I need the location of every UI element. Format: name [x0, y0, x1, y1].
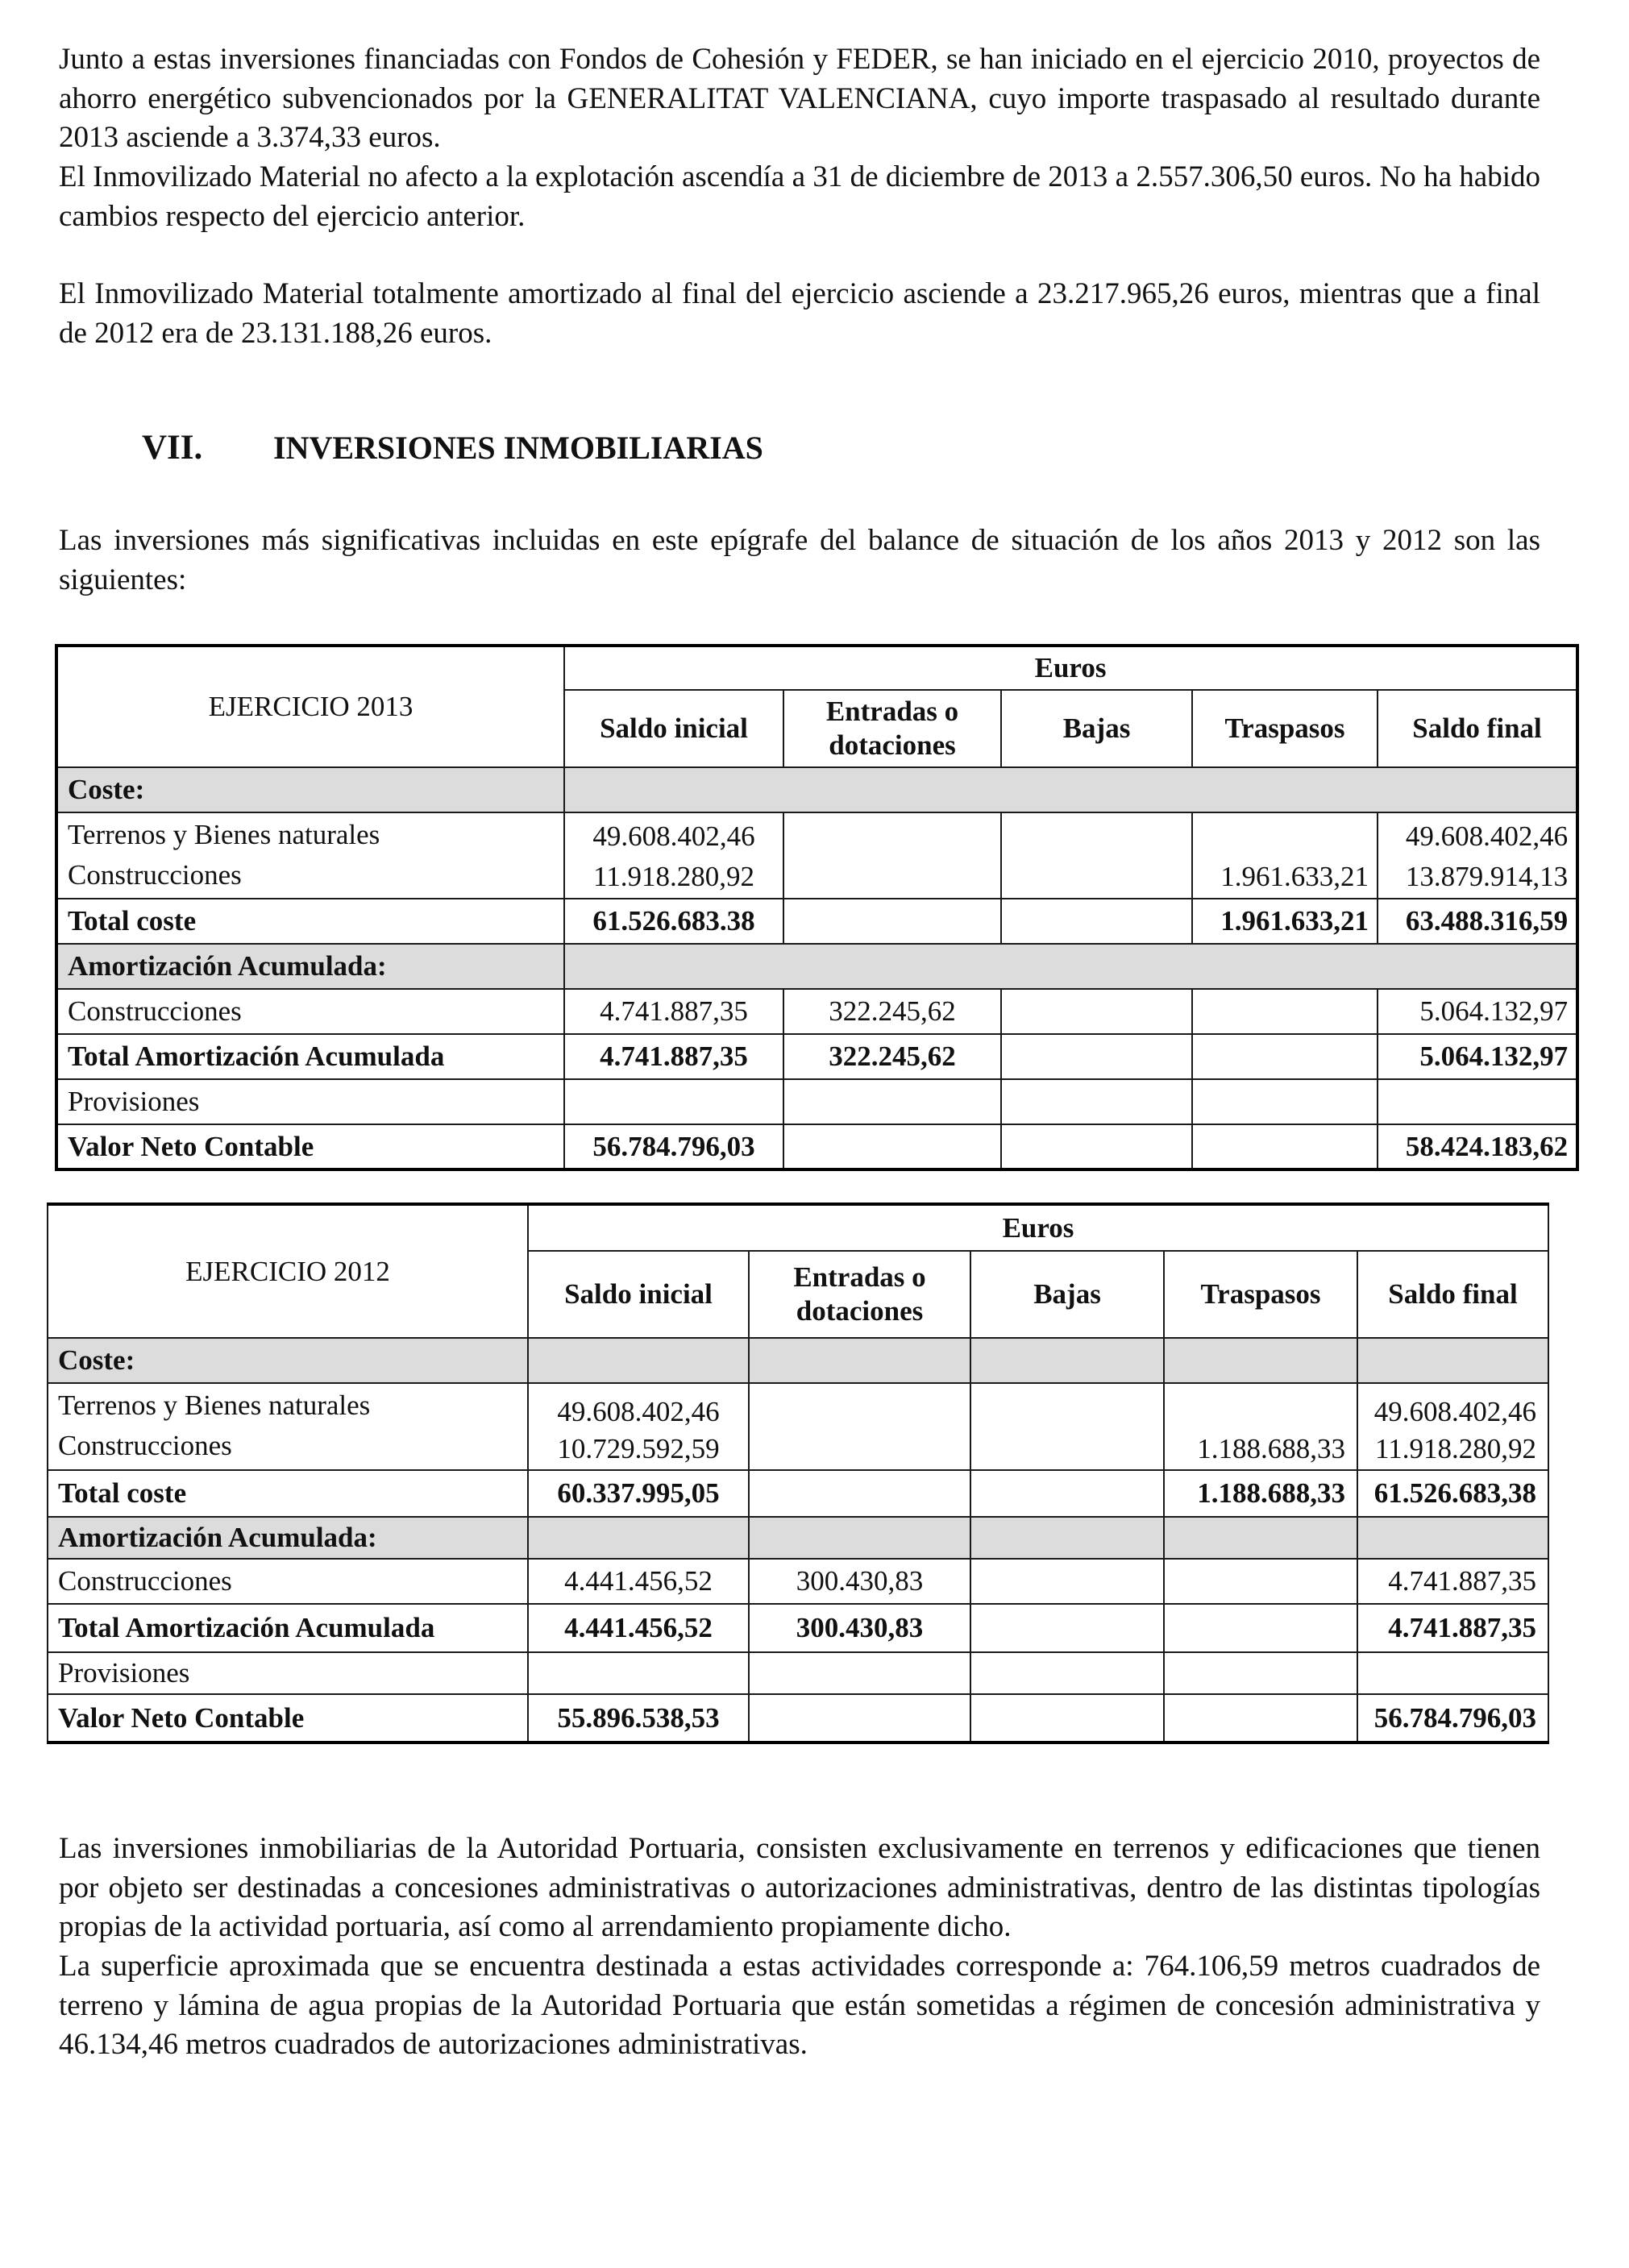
- row-label: Construcciones: [68, 859, 242, 891]
- table-row: [56, 1079, 1577, 1124]
- paragraph-non-operating-assets: El Inmovilizado Material no afecto a la explotación ascendía a 31 de diciembre de 2013 a 2.557.306,50 euros. No ha habido cambios respecto del ejercicio anterior.: [59, 160, 1540, 233]
- value: 4.741.887,35: [1357, 1559, 1548, 1604]
- shaded-cell: [1357, 1517, 1548, 1559]
- section-intro-paragraph: Las inversiones más significativas incluidas en este epígrafe del balance de situación de los años 2013 y 2012 son las siguientes:: [59, 524, 1540, 596]
- value: 60.337.995,05: [528, 1470, 749, 1517]
- empty-cell: [970, 1694, 1164, 1743]
- shaded-cell: [564, 767, 1577, 812]
- value: 5.064.132,97: [1378, 989, 1577, 1034]
- empty-cell: [564, 1079, 783, 1124]
- shaded-cell: [1164, 1517, 1357, 1559]
- table-row: [56, 1034, 1577, 1079]
- empty-cell: [1357, 1652, 1548, 1694]
- shaded-cell: [749, 1338, 970, 1383]
- empty-cell: [970, 1652, 1164, 1694]
- cell-bajas: [1001, 989, 1192, 1034]
- empty-cell: [1192, 1079, 1378, 1124]
- value: [1174, 1394, 1345, 1431]
- cell-bajas: [970, 1470, 1164, 1517]
- empty-cell: [783, 1079, 1001, 1124]
- empty-cell: [1378, 1079, 1577, 1124]
- table-row: [56, 899, 1577, 944]
- table-row: [56, 944, 1577, 989]
- value: 322.245,62: [783, 1034, 1001, 1079]
- row-label: Construcciones: [58, 1430, 232, 1461]
- value: 1.961.633,21: [1220, 861, 1369, 892]
- row-label: Terrenos y Bienes naturales: [68, 819, 380, 850]
- section-label-coste: Coste:: [56, 767, 564, 812]
- row-label-cell: [48, 1383, 528, 1470]
- value: 4.741.887,35: [1357, 1604, 1548, 1652]
- value: 5.064.132,97: [1378, 1034, 1577, 1079]
- row-label: Valor Neto Contable: [48, 1694, 528, 1743]
- table-row: [48, 1338, 1548, 1383]
- empty-cell: [783, 1124, 1001, 1169]
- euros-header: Euros: [564, 646, 1577, 690]
- section-title: INVERSIONES INMOBILIARIAS: [273, 430, 763, 466]
- table-row: [48, 1383, 1548, 1470]
- cell-saldo-final: [1378, 812, 1577, 899]
- cell-bajas: [970, 1383, 1164, 1470]
- shaded-cell: [970, 1338, 1164, 1383]
- row-label-cell: [56, 812, 564, 899]
- table-row: [48, 1694, 1548, 1743]
- cell-traspasos: [1164, 1383, 1357, 1470]
- col-saldo-inicial: Saldo inicial: [528, 1251, 749, 1338]
- section-number: VII.: [142, 429, 203, 467]
- cell-saldo-final: [1357, 1383, 1548, 1470]
- cell-bajas: [1001, 812, 1192, 899]
- value: 300.430,83: [749, 1559, 970, 1604]
- shaded-cell: [528, 1517, 749, 1559]
- table-ejercicio-2012: [47, 1203, 1549, 1744]
- value: 4.741.887,35: [564, 989, 783, 1034]
- shaded-cell: [970, 1517, 1164, 1559]
- value: 322.245,62: [783, 989, 1001, 1034]
- value: 4.441.456,52: [528, 1559, 749, 1604]
- value: 4.441.456,52: [528, 1604, 749, 1652]
- row-label: Total Amortización Acumulada: [56, 1034, 564, 1079]
- paragraph-surface-area: La superficie aproximada que se encuentra destinada a estas actividades corresponde a: 764.106,59 metros cuadrados de terreno y lámina de agua propias de la Autoridad Portuaria que están sometidas a régimen de concesión administrativa y 46.134,46 metros cuadrados de autorizaciones administrativas.: [59, 1950, 1540, 2061]
- table-row: [48, 1652, 1548, 1694]
- row-label: Terrenos y Bienes naturales: [58, 1389, 371, 1421]
- paragraph-fully-depreciated: El Inmovilizado Material totalmente amortizado al final del ejercicio asciende a 23.217.965,26 euros, mientras que a final de 2012 era de 23.131.188,26 euros.: [59, 277, 1540, 350]
- cell-bajas: [1001, 1034, 1192, 1079]
- cell-entradas: [749, 1383, 970, 1470]
- value: 63.488.316,59: [1378, 899, 1577, 944]
- shaded-cell: [564, 944, 1577, 989]
- cell-traspasos: [1192, 1034, 1378, 1079]
- cell-saldo-inicial: [528, 1383, 749, 1470]
- cell-entradas: [749, 1470, 970, 1517]
- value: 49.608.402,46: [1405, 820, 1569, 852]
- shaded-cell: [749, 1517, 970, 1559]
- value: [1203, 816, 1369, 857]
- table-row: [48, 1517, 1548, 1559]
- table-ejercicio-2013: [55, 644, 1579, 1171]
- empty-cell: [528, 1652, 749, 1694]
- row-label: Total Amortización Acumulada: [48, 1604, 528, 1652]
- value: 13.879.914,13: [1405, 861, 1569, 892]
- cell-entradas: [783, 899, 1001, 944]
- row-label: Valor Neto Contable: [56, 1124, 564, 1169]
- value: 61.526.683,38: [1357, 1470, 1548, 1517]
- col-bajas: Bajas: [1001, 690, 1192, 767]
- empty-cell: [749, 1652, 970, 1694]
- empty-cell: [1164, 1652, 1357, 1694]
- paragraph-real-estate-description: Las inversiones inmobiliarias de la Autoridad Portuaria, consisten exclusivamente en terrenos y edificaciones que tienen por objeto ser destinadas a concesiones administrativas o autorizaciones administrativas, dentro de las distintas tipologías propias de la actividad portuaria, así como al arrendamiento propiamente dicho.: [59, 1832, 1540, 1943]
- section-heading: [142, 427, 763, 469]
- year-label: EJERCICIO 2013: [56, 646, 564, 767]
- cell-bajas: [1001, 899, 1192, 944]
- cell-traspasos: [1164, 1604, 1357, 1652]
- empty-cell: [1192, 1124, 1378, 1169]
- value: 58.424.183,62: [1378, 1124, 1577, 1169]
- col-saldo-inicial: Saldo inicial: [564, 690, 783, 767]
- row-label: Total coste: [48, 1470, 528, 1517]
- value: 4.741.887,35: [564, 1034, 783, 1079]
- section-label-amortizacion: Amortización Acumulada:: [56, 944, 564, 989]
- cell-entradas: [783, 812, 1001, 899]
- col-entradas: Entradas o dotaciones: [783, 690, 1001, 767]
- cell-bajas: [970, 1559, 1164, 1604]
- section-label-coste: Coste:: [48, 1338, 528, 1383]
- cell-saldo-inicial: [564, 812, 783, 899]
- value: 1.961.633,21: [1192, 899, 1378, 944]
- value: 61.526.683.38: [564, 899, 783, 944]
- table-row: [48, 1604, 1548, 1652]
- value: 55.896.538,53: [528, 1694, 749, 1743]
- cell-traspasos: [1164, 1559, 1357, 1604]
- col-traspasos: Traspasos: [1192, 690, 1378, 767]
- value: 11.918.280,92: [1375, 1433, 1536, 1464]
- section-label-amortizacion: Amortización Acumulada:: [48, 1517, 528, 1559]
- value: 10.729.592,59: [557, 1433, 720, 1464]
- cell-traspasos: [1192, 989, 1378, 1034]
- value: 1.188.688,33: [1164, 1470, 1357, 1517]
- empty-cell: [1001, 1124, 1192, 1169]
- shaded-cell: [1164, 1338, 1357, 1383]
- year-label: EJERCICIO 2012: [48, 1204, 528, 1338]
- table-row: [56, 989, 1577, 1034]
- cell-bajas: [970, 1604, 1164, 1652]
- table-row: [56, 767, 1577, 812]
- value: 300.430,83: [749, 1604, 970, 1652]
- row-label: Total coste: [56, 899, 564, 944]
- col-saldo-final: Saldo final: [1378, 690, 1577, 767]
- value: 56.784.796,03: [1357, 1694, 1548, 1743]
- table-row: [48, 1470, 1548, 1517]
- row-label: Construcciones: [48, 1559, 528, 1604]
- row-label: Provisiones: [56, 1079, 564, 1124]
- value: 11.918.280,92: [593, 861, 754, 892]
- empty-cell: [1164, 1694, 1357, 1743]
- shaded-cell: [528, 1338, 749, 1383]
- shaded-cell: [1357, 1338, 1548, 1383]
- value: 1.188.688,33: [1197, 1433, 1345, 1464]
- empty-cell: [1001, 1079, 1192, 1124]
- euros-header: Euros: [528, 1204, 1548, 1251]
- paragraph-energy-projects: Junto a estas inversiones financiadas con Fondos de Cohesión y FEDER, se han iniciado en el ejercicio 2010, proyectos de ahorro energético subvencionados por la GENERALITAT VALENCIANA, cuyo importe traspasado al resultado durante 2013 asciende a 3.374,33 euros.: [59, 43, 1540, 154]
- col-saldo-final: Saldo final: [1357, 1251, 1548, 1338]
- col-traspasos: Traspasos: [1164, 1251, 1357, 1338]
- value: 49.608.402,46: [592, 820, 755, 852]
- table-row: [56, 812, 1577, 899]
- row-label: Construcciones: [56, 989, 564, 1034]
- empty-cell: [749, 1694, 970, 1743]
- table-row: [56, 1124, 1577, 1169]
- value: 49.608.402,46: [1373, 1396, 1536, 1427]
- cell-traspasos: [1192, 812, 1378, 899]
- table-row: [48, 1559, 1548, 1604]
- value: 49.608.402,46: [557, 1396, 720, 1427]
- col-bajas: Bajas: [970, 1251, 1164, 1338]
- row-label: Provisiones: [48, 1652, 528, 1694]
- value: 56.784.796,03: [564, 1124, 783, 1169]
- col-entradas: Entradas o dotaciones: [749, 1251, 970, 1338]
